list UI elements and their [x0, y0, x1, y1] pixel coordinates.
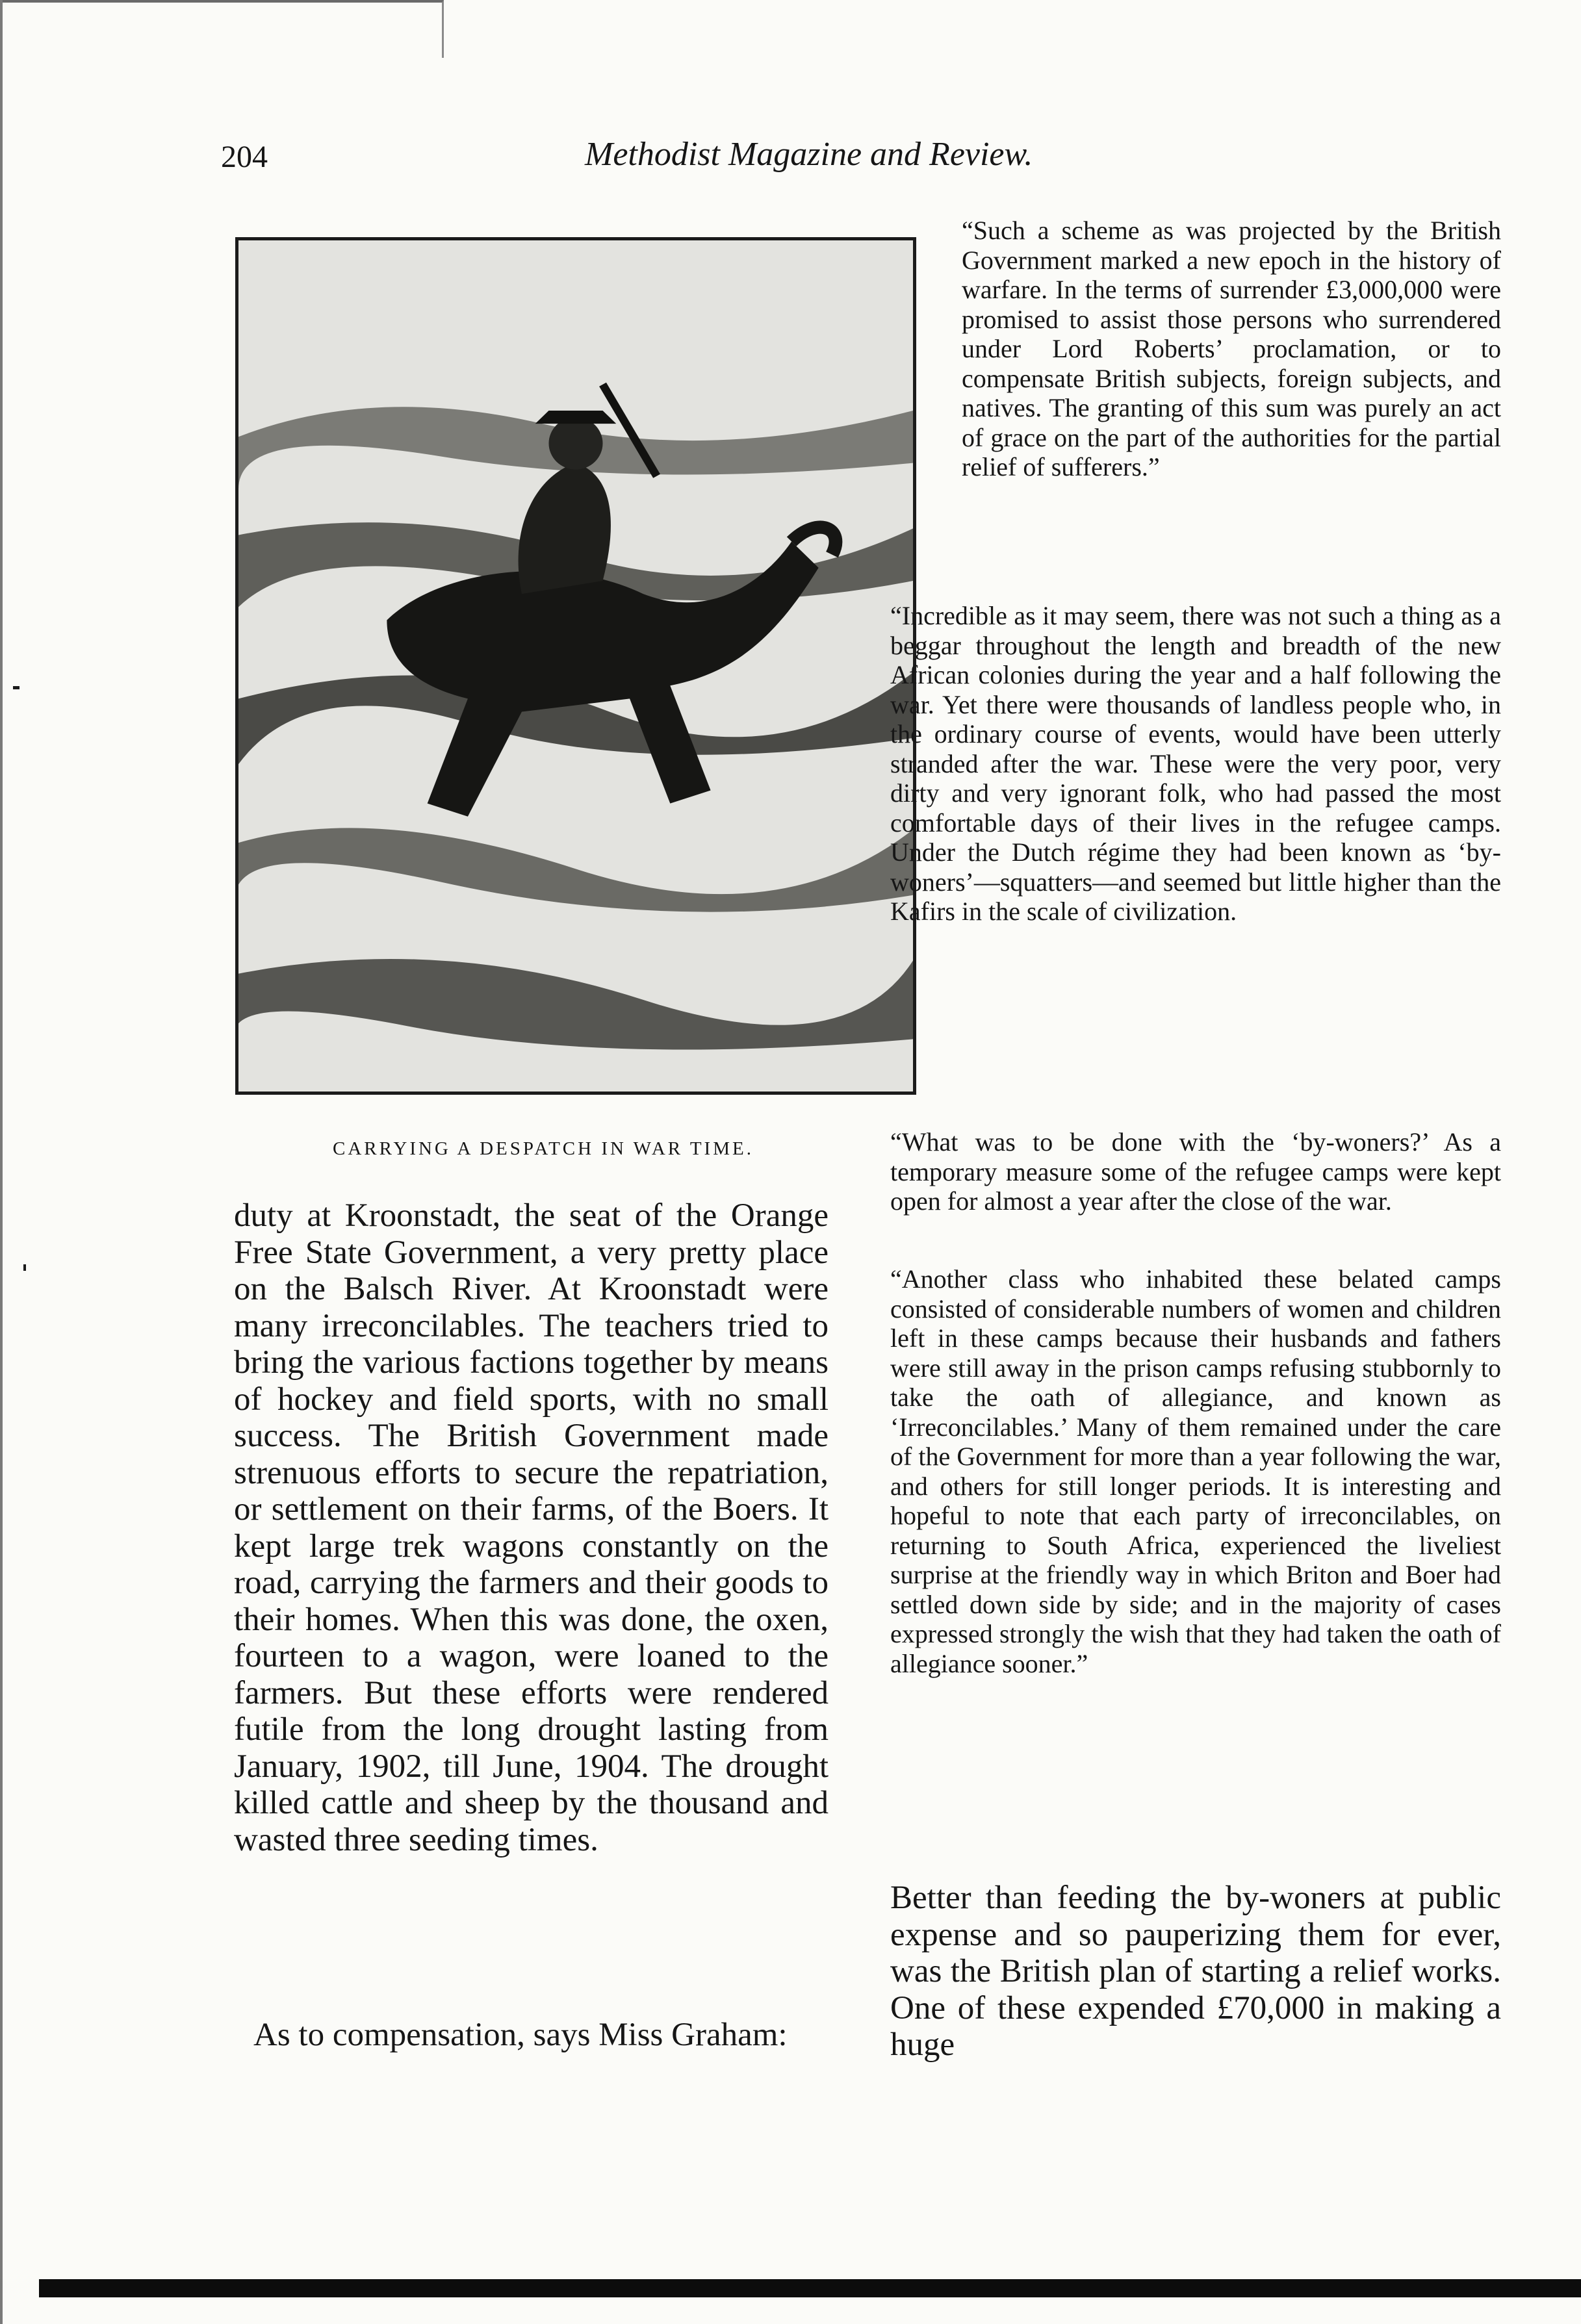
- scan-speck: [13, 686, 19, 689]
- body-paragraph-right: Better than feeding the by-woners at public expense and so pauperizing them for ever, was the British plan of starting a relief works. One of these expended £70,000 in making a huge: [890, 1880, 1501, 2063]
- horse-rider-engraving: [238, 240, 913, 1092]
- quote-paragraph-1: “Such a scheme as was projected by the British Government marked a new epoch in the history of warfare. In the terms of surrender £3,000,000 were promised to assist those persons who surrendered under Lord Roberts’ proclamation, or to compensate British subjects, foreign subjects, and natives. The granting of this sum was purely an act of grace on the part of the authorities for the partial relief of sufferers.”: [962, 216, 1501, 481]
- scan-speck: [23, 1264, 26, 1271]
- body-paragraph-left: duty at Kroonstadt, the seat of the Orange Free State Government, a very pretty place on the Balsch River. At Kroonstadt were many irreconcilables. The teachers tried to bring the various factions together by means of hockey and field sports, with no small success. The British Government made strenuous efforts to secure the repatriation, or settlement on their farms, of the Boers. It kept large trek wagons constantly on the road, carrying the farmers and their goods to their homes. When this was done, the oxen, fourteen to a wagon, were loaned to the farmers. But these efforts were rendered futile from the long drought lasting from January, 1902, till June, 1904. The drought killed cattle and sheep by the thousand and wasted three seeding times.: [234, 1197, 829, 1858]
- scan-edge-left: [0, 0, 3, 2324]
- figure-caption: CARRYING A DESPATCH IN WAR TIME.: [333, 1138, 754, 1159]
- illustration: [235, 237, 916, 1095]
- quote-paragraph-4: “Another class who inhabited these belated camps consisted of considerable numbers of women and children left in these camps because their husbands and fathers were still away in the prison camps refusing stubbornly to take the oath of allegiance, and known as ‘Irreconcilables.’ Many of them remained under the care of the Government for more than a year following the war, and others for still longer periods. It is interesting and hopeful to note that each party of irreconcilables, on returning to South Africa, experienced the liveliest surprise at the friendly way in which Briton and Boer had settled down side by side; and in the majority of cases expressed strongly the wish that they had taken the oath of allegiance sooner.”: [890, 1264, 1501, 1678]
- quote-paragraph-2: “Incredible as it may seem, there was not such a thing as a beggar throughout the length and breadth of the new African colonies during the year and a half following the war. Yet there were thousands of landless people who, in the ordinary course of events, would have been utterly stranded after the war. These were the very poor, very dirty and very ignorant folk, who had passed the most comfortable days of their lives in the refugee camps. Under the Dutch régime they had been known as ‘by-woners’—squatters—and seemed but little higher than the Kafirs in the scale of civilization.: [890, 601, 1501, 926]
- scan-edge-top: [0, 0, 444, 58]
- quote-paragraph-3: “What was to be done with the ‘by-woners?’ As a temporary measure some of the refugee camps were kept open for almost a year after the close of the war.: [890, 1127, 1501, 1216]
- page-number: 204: [221, 140, 268, 174]
- page-header: [221, 130, 1521, 188]
- running-title: Methodist Magazine and Review.: [585, 136, 1033, 173]
- body-paragraph-left-closing: As to compensation, says Miss Graham:: [253, 2017, 788, 2053]
- scan-edge-bottom: [39, 2279, 1581, 2297]
